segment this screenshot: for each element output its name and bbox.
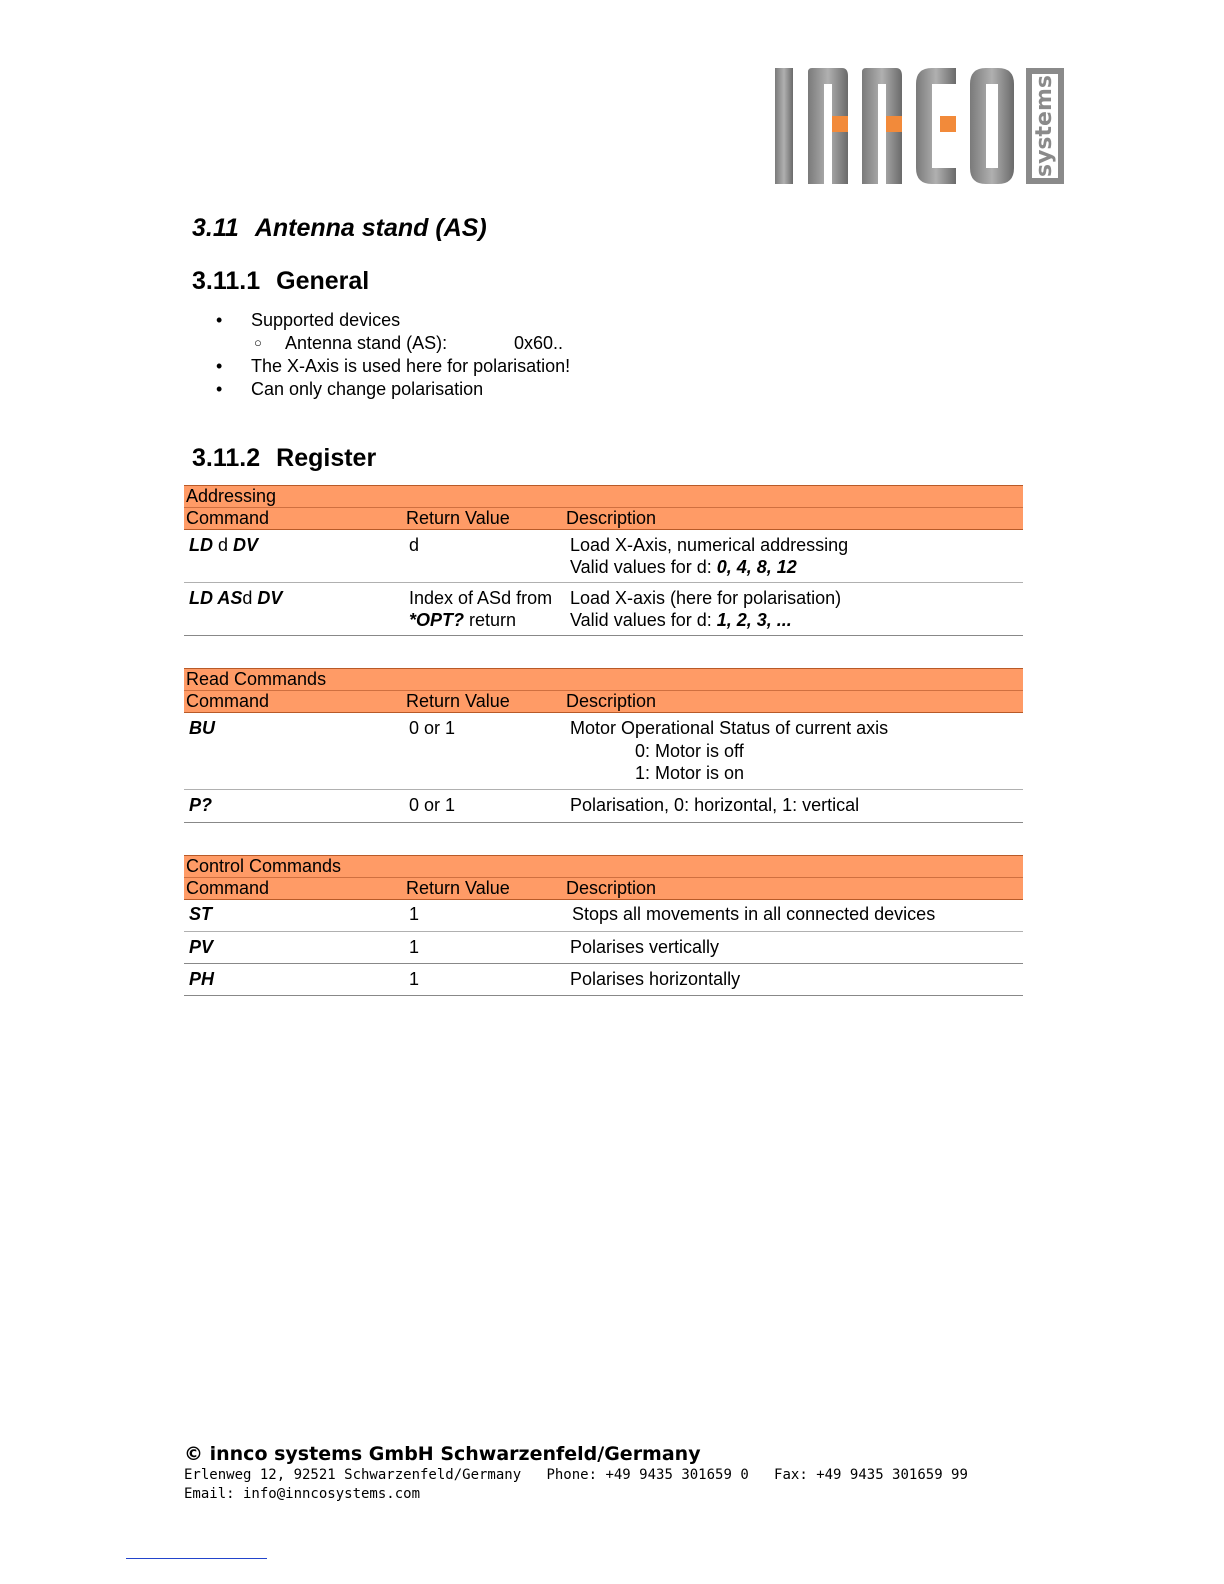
column-command: Command [186,691,270,711]
general-title: General [276,267,370,295]
footnote-separator [126,1558,267,1559]
register-heading [192,444,376,473]
description-cell: Motor Operational Status of current axis [570,718,889,738]
general-heading [192,267,369,296]
return-cell: d [409,535,420,555]
footer-contact-line [184,1466,968,1485]
footer-phone: Phone: +49 9435 301659 0 [546,1467,749,1483]
control-commands-table [184,855,1023,996]
register-number: 3.11.2 [192,444,261,472]
table-header [184,507,1023,530]
description-cell: Load X-Axis, numerical addressing [570,535,849,555]
column-description: Description [566,508,657,528]
table-title [184,485,1023,507]
description-cell-line3: 1: Motor is on [635,763,745,783]
device-address: 0x60.. [514,333,564,353]
table-title-text: Addressing [186,486,277,506]
circle-bullet-icon: ○ [254,335,262,350]
description-cell: Stops all movements in all connected devices [572,904,936,924]
table-header [184,690,1023,713]
command-cell: ST [189,904,213,924]
description-cell: Polarises horizontally [570,969,741,989]
footer-company: © innco systems GmbH Schwarzenfeld/Germany [184,1443,701,1465]
column-description: Description [566,878,657,898]
innco-logo [770,62,1070,190]
bullet-icon: • [216,379,223,399]
table-row [184,713,1023,790]
device-name: Antenna stand (AS): [285,333,448,353]
page-footer [184,1442,968,1504]
return-cell: 0 or 1 [409,718,456,738]
description-cell: Load X-axis (here for polarisation) [570,588,842,608]
command-cell: LD ASd DV [189,588,283,608]
bullet-text: The X-Axis is used here for polarisation! [251,356,571,376]
table-header [184,877,1023,900]
footer-fax: Fax: +49 9435 301659 99 [774,1467,968,1483]
command-cell: BU [189,718,215,738]
column-return: Return Value [406,508,510,528]
table-title-text: Read Commands [186,669,327,689]
column-command: Command [186,878,270,898]
command-cell: P? [189,795,213,815]
footer-email: Email: info@inncosystems.com [184,1486,421,1502]
column-command: Command [186,508,270,528]
table-title [184,668,1023,690]
description-cell-line2: Valid values for d: 1, 2, 3, ... [570,610,792,630]
register-title: Register [276,444,377,472]
section-title [192,214,487,243]
return-cell: 1 [409,904,420,924]
bullet-icon: • [216,356,223,376]
section-number: 3.11 [192,214,239,242]
return-cell-line2: *OPT? return [409,610,517,630]
description-cell: Polarises vertically [570,937,720,957]
table-row [184,964,1023,996]
table-row [184,790,1023,823]
column-return: Return Value [406,691,510,711]
column-return: Return Value [406,878,510,898]
command-cell: PV [189,937,214,957]
command-cell: LD d DV [189,535,259,555]
supported-devices-label: Supported devices [251,310,401,330]
description-cell: Polarisation, 0: horizontal, 1: vertical [570,795,860,815]
table-row [184,900,1023,932]
table-title-text: Control Commands [186,856,342,876]
description-cell-line2: 0: Motor is off [635,741,744,761]
return-cell: Index of ASd from [409,588,553,608]
return-cell: 1 [409,969,420,989]
general-number: 3.11.1 [192,267,261,295]
logo-subtext: systems [1032,75,1057,177]
read-commands-table [184,668,1023,823]
addressing-table [184,485,1023,636]
section-title-text: Antenna stand (AS) [254,214,487,242]
description-cell-line2: Valid values for d: 0, 4, 8, 12 [570,557,797,577]
table-title [184,855,1023,877]
footer-address: Erlenweg 12, 92521 Schwarzenfeld/Germany [184,1467,522,1483]
table-row [184,583,1023,636]
bullet-text: Can only change polarisation [251,379,484,399]
command-cell: PH [189,969,215,989]
return-cell: 1 [409,937,420,957]
return-cell: 0 or 1 [409,795,456,815]
table-row [184,530,1023,583]
table-row [184,932,1023,964]
bullet-icon: • [216,310,223,330]
column-description: Description [566,691,657,711]
